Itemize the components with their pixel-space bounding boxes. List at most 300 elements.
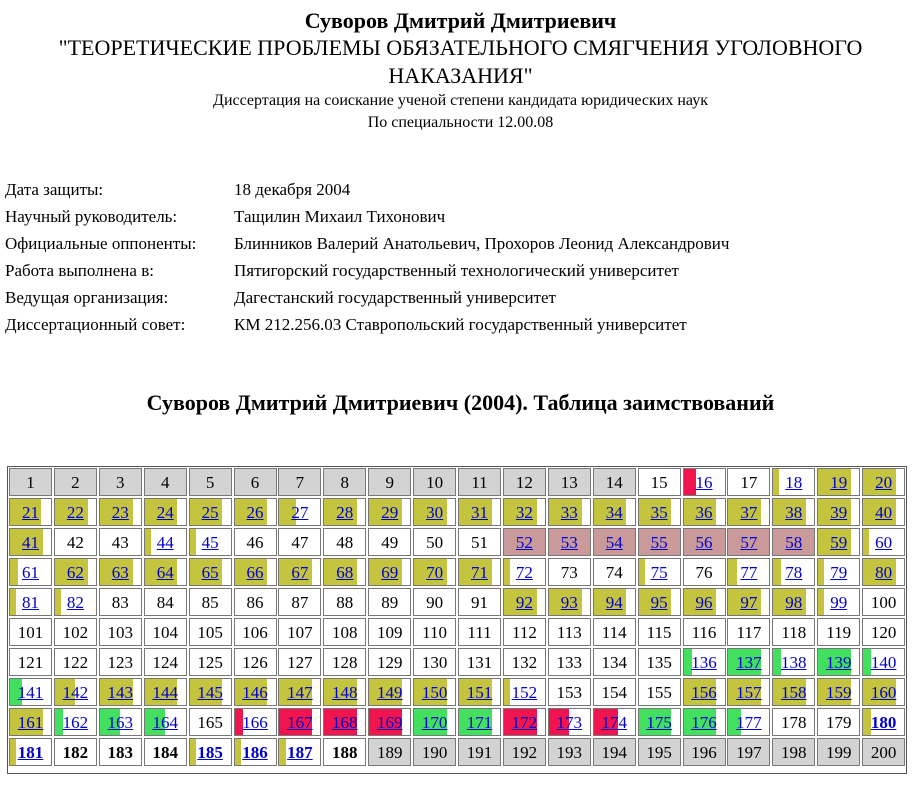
page-link[interactable]: 138 — [781, 653, 807, 672]
page-link[interactable]: 39 — [830, 503, 848, 522]
page-cell[interactable] — [503, 528, 546, 556]
page-cell — [9, 468, 52, 496]
page-cell[interactable] — [548, 588, 591, 616]
page-link[interactable]: 28 — [336, 503, 354, 522]
page-cell — [189, 468, 232, 496]
page-number: 184 — [152, 743, 178, 762]
page-cell[interactable] — [144, 498, 187, 526]
page-link[interactable]: 158 — [781, 683, 807, 702]
page-link[interactable]: 70 — [426, 563, 444, 582]
page-cell — [548, 468, 591, 496]
page-cell — [278, 618, 321, 646]
page-link[interactable]: 141 — [17, 683, 44, 702]
page-cell[interactable] — [54, 678, 97, 706]
page-cell — [323, 618, 366, 646]
page-cell[interactable] — [503, 558, 546, 586]
page-cell — [548, 648, 591, 676]
page-number: 86 — [246, 593, 264, 612]
page-cell[interactable] — [862, 678, 905, 706]
page-link[interactable]: 159 — [825, 683, 852, 702]
page-cell[interactable] — [9, 528, 52, 556]
page-link[interactable]: 97 — [740, 593, 758, 612]
page-link[interactable]: 18 — [785, 473, 803, 492]
page-cell — [278, 648, 321, 676]
page-cell[interactable] — [234, 498, 277, 526]
page-link[interactable]: 40 — [875, 503, 893, 522]
page-link[interactable]: 98 — [785, 593, 803, 612]
page-link[interactable]: 38 — [785, 503, 803, 522]
page-cell[interactable] — [638, 708, 681, 736]
page-cell[interactable] — [503, 498, 546, 526]
page-cell[interactable] — [144, 528, 187, 556]
page-cell[interactable] — [727, 648, 770, 676]
page-cell[interactable] — [683, 528, 726, 556]
page-link[interactable]: 53 — [560, 533, 578, 552]
page-cell — [548, 738, 591, 766]
page-cell[interactable] — [234, 558, 277, 586]
page-link[interactable]: 167 — [287, 713, 313, 732]
page-link[interactable]: 143 — [107, 683, 134, 702]
page-number: 121 — [17, 653, 44, 672]
page-cell[interactable] — [772, 468, 815, 496]
page-link[interactable]: 23 — [111, 503, 129, 522]
page-cell[interactable] — [503, 588, 546, 616]
page-cell[interactable] — [727, 678, 770, 706]
page-cell — [234, 468, 277, 496]
page-link[interactable]: 156 — [691, 683, 717, 702]
page-cell[interactable] — [144, 678, 187, 706]
page-cell[interactable] — [413, 498, 456, 526]
page-link[interactable]: 77 — [740, 563, 758, 582]
page-link[interactable]: 24 — [156, 503, 174, 522]
page-cell — [638, 678, 681, 706]
page-cell[interactable] — [234, 708, 277, 736]
page-link[interactable]: 137 — [736, 653, 762, 672]
page-link[interactable]: 34 — [605, 503, 623, 522]
page-link[interactable]: 99 — [830, 593, 848, 612]
page-number: 113 — [556, 623, 582, 642]
page-link[interactable]: 172 — [511, 713, 538, 732]
similarity-bar — [504, 559, 510, 585]
page-link[interactable]: 171 — [466, 713, 493, 732]
page-cell[interactable] — [638, 588, 681, 616]
page-number: 105 — [197, 623, 223, 642]
page-link[interactable]: 30 — [426, 503, 444, 522]
page-link[interactable]: 173 — [556, 713, 583, 732]
page-link[interactable]: 22 — [66, 503, 84, 522]
page-link[interactable]: 56 — [695, 533, 713, 552]
page-link[interactable]: 37 — [740, 503, 758, 522]
similarity-bar — [639, 559, 645, 585]
page-cell — [144, 738, 187, 766]
page-cell[interactable] — [503, 708, 546, 736]
page-cell[interactable] — [323, 678, 366, 706]
page-cell[interactable] — [727, 528, 770, 556]
page-link[interactable]: 33 — [560, 503, 578, 522]
page-link[interactable]: 181 — [17, 743, 44, 762]
page-link[interactable]: 96 — [695, 593, 713, 612]
page-cell — [503, 738, 546, 766]
page-cell[interactable] — [683, 468, 726, 496]
page-cell — [278, 588, 321, 616]
page-cell[interactable] — [772, 678, 815, 706]
page-link[interactable]: 146 — [242, 683, 268, 702]
page-link[interactable]: 54 — [605, 533, 623, 552]
page-link[interactable]: 44 — [156, 533, 174, 552]
page-cell — [368, 738, 411, 766]
page-cell[interactable] — [817, 498, 860, 526]
page-link[interactable]: 65 — [201, 563, 219, 582]
page-link[interactable]: 186 — [242, 743, 268, 762]
page-cell[interactable] — [548, 528, 591, 556]
page-number: 191 — [466, 743, 493, 762]
page-cell — [503, 618, 546, 646]
page-number: 47 — [291, 533, 309, 552]
page-cell — [278, 528, 321, 556]
page-cell[interactable] — [323, 498, 366, 526]
page-link[interactable]: 36 — [695, 503, 713, 522]
page-number: 8 — [340, 473, 350, 492]
page-cell[interactable] — [99, 558, 142, 586]
page-link[interactable]: 16 — [695, 473, 713, 492]
page-link[interactable]: 55 — [650, 533, 668, 552]
page-cell[interactable] — [862, 648, 905, 676]
page-number: 125 — [197, 653, 223, 672]
page-link[interactable]: 29 — [381, 503, 399, 522]
page-cell[interactable] — [817, 678, 860, 706]
page-link[interactable]: 57 — [740, 533, 758, 552]
similarity-bar — [279, 739, 285, 765]
page-link[interactable]: 166 — [242, 713, 268, 732]
page-cell[interactable] — [548, 708, 591, 736]
page-link[interactable]: 150 — [421, 683, 448, 702]
page-link[interactable]: 174 — [601, 713, 627, 732]
page-number: 153 — [556, 683, 583, 702]
page-cell[interactable] — [817, 588, 860, 616]
page-cell — [54, 738, 97, 766]
page-link[interactable]: 161 — [17, 713, 44, 732]
similarity-bar — [10, 589, 16, 615]
page-cell[interactable] — [54, 498, 97, 526]
page-link[interactable]: 67 — [291, 563, 309, 582]
meta-value: Пятигорский государственный технологический университет — [234, 261, 679, 280]
page-number: 74 — [605, 563, 623, 582]
page-link[interactable]: 25 — [201, 503, 219, 522]
page-cell[interactable] — [593, 498, 636, 526]
page-number: 104 — [152, 623, 178, 642]
page-cell — [189, 708, 232, 736]
page-cell[interactable] — [772, 528, 815, 556]
page-cell[interactable] — [278, 678, 321, 706]
page-cell[interactable] — [683, 648, 726, 676]
page-cell[interactable] — [368, 498, 411, 526]
page-number: 112 — [511, 623, 537, 642]
page-cell[interactable] — [278, 498, 321, 526]
page-link[interactable]: 80 — [875, 563, 893, 582]
page-cell[interactable] — [368, 678, 411, 706]
page-cell — [413, 528, 456, 556]
page-cell — [683, 738, 726, 766]
page-number: 196 — [691, 743, 717, 762]
page-number: 87 — [291, 593, 309, 612]
page-cell[interactable] — [727, 558, 770, 586]
page-number: 109 — [376, 623, 403, 642]
page-link[interactable]: 58 — [785, 533, 803, 552]
page-number: 111 — [467, 623, 492, 642]
page-link[interactable]: 72 — [515, 563, 533, 582]
page-cell — [458, 588, 501, 616]
page-link[interactable]: 66 — [246, 563, 264, 582]
page-link[interactable]: 93 — [560, 593, 578, 612]
page-cell[interactable] — [9, 588, 52, 616]
page-number: 11 — [471, 473, 488, 492]
page-number: 91 — [471, 593, 488, 612]
page-number: 154 — [601, 683, 627, 702]
page-cell[interactable] — [727, 708, 770, 736]
page-link[interactable]: 95 — [650, 593, 668, 612]
page-link[interactable]: 19 — [830, 473, 848, 492]
page-cell[interactable] — [368, 708, 411, 736]
page-link[interactable]: 177 — [736, 713, 762, 732]
page-link[interactable]: 68 — [336, 563, 354, 582]
page-link[interactable]: 145 — [197, 683, 223, 702]
page-cell[interactable] — [727, 588, 770, 616]
page-link[interactable]: 59 — [830, 533, 848, 552]
page-link[interactable]: 79 — [830, 563, 848, 582]
page-link[interactable]: 162 — [62, 713, 89, 732]
page-cell — [817, 708, 860, 736]
page-cell — [54, 648, 97, 676]
page-cell[interactable] — [817, 558, 860, 586]
page-cell[interactable] — [413, 708, 456, 736]
page-cell[interactable] — [368, 558, 411, 586]
page-link[interactable]: 163 — [107, 713, 134, 732]
page-cell[interactable] — [234, 738, 277, 766]
page-cell[interactable] — [99, 678, 142, 706]
page-link[interactable]: 180 — [870, 713, 897, 732]
page-cell — [593, 618, 636, 646]
page-cell — [413, 618, 456, 646]
page-number: 17 — [740, 473, 758, 492]
page-cell — [817, 738, 860, 766]
page-number: 1 — [26, 473, 35, 492]
page-cell[interactable] — [593, 528, 636, 556]
page-link[interactable]: 147 — [287, 683, 313, 702]
page-cell — [99, 468, 142, 496]
page-cell[interactable] — [278, 738, 321, 766]
page-link[interactable]: 185 — [197, 743, 223, 762]
page-link[interactable]: 168 — [332, 713, 358, 732]
page-link[interactable]: 62 — [66, 563, 84, 582]
page-link[interactable]: 81 — [22, 593, 39, 612]
page-link[interactable]: 64 — [156, 563, 174, 582]
page-cell — [99, 648, 142, 676]
page-cell[interactable] — [683, 678, 726, 706]
page-number: 49 — [381, 533, 399, 552]
page-cell[interactable] — [683, 708, 726, 736]
page-cell[interactable] — [323, 558, 366, 586]
page-cell — [727, 468, 770, 496]
page-cell[interactable] — [323, 708, 366, 736]
page-cell[interactable] — [99, 498, 142, 526]
page-cell[interactable] — [772, 588, 815, 616]
page-number: 194 — [601, 743, 627, 762]
page-cell[interactable] — [413, 558, 456, 586]
page-cell[interactable] — [189, 498, 232, 526]
page-cell — [862, 738, 905, 766]
page-cell[interactable] — [862, 528, 905, 556]
page-cell[interactable] — [548, 498, 591, 526]
page-link[interactable]: 144 — [152, 683, 178, 702]
page-number: 76 — [695, 563, 713, 582]
page-cell[interactable] — [772, 498, 815, 526]
page-cell — [503, 648, 546, 676]
page-cell[interactable] — [727, 498, 770, 526]
page-cell[interactable] — [638, 558, 681, 586]
meta-label: Работа выполнена в: — [5, 261, 154, 280]
dissertation-meta — [5, 180, 729, 342]
page-cell — [503, 468, 546, 496]
page-number: 135 — [646, 653, 672, 672]
page-cell[interactable] — [862, 708, 905, 736]
page-cell — [862, 588, 905, 616]
page-cell[interactable] — [593, 708, 636, 736]
page-cell[interactable] — [817, 528, 860, 556]
page-cell[interactable] — [54, 588, 97, 616]
page-cell[interactable] — [189, 558, 232, 586]
page-cell[interactable] — [862, 498, 905, 526]
page-link[interactable]: 69 — [381, 563, 399, 582]
page-cell[interactable] — [9, 678, 52, 706]
page-cell[interactable] — [683, 498, 726, 526]
page-link[interactable]: 160 — [870, 683, 897, 702]
page-number: 107 — [287, 623, 313, 642]
page-cell[interactable] — [683, 588, 726, 616]
page-cell[interactable] — [593, 588, 636, 616]
meta-label: Дата защиты: — [5, 180, 104, 199]
page-number: 132 — [511, 653, 538, 672]
page-link[interactable]: 157 — [736, 683, 762, 702]
page-number: 127 — [287, 653, 313, 672]
page-link[interactable]: 27 — [291, 503, 309, 522]
page-link[interactable]: 21 — [22, 503, 39, 522]
page-link[interactable]: 78 — [785, 563, 803, 582]
author-name: Суворов Дмитрий Дмитриевич — [304, 8, 617, 33]
page-link[interactable]: 94 — [605, 593, 623, 612]
page-cell[interactable] — [189, 738, 232, 766]
page-link[interactable]: 61 — [22, 563, 39, 582]
page-link[interactable]: 142 — [62, 683, 89, 702]
page-cell[interactable] — [54, 558, 97, 586]
page-link[interactable]: 140 — [870, 653, 897, 672]
page-number: 118 — [781, 623, 807, 642]
page-cell[interactable] — [278, 558, 321, 586]
page-link[interactable]: 176 — [691, 713, 717, 732]
page-number: 131 — [466, 653, 493, 672]
page-cell[interactable] — [234, 678, 277, 706]
page-link[interactable]: 164 — [152, 713, 178, 732]
page-number: 199 — [825, 743, 852, 762]
page-link[interactable]: 71 — [471, 563, 488, 582]
page-cell[interactable] — [144, 708, 187, 736]
page-link[interactable]: 63 — [111, 563, 129, 582]
page-cell[interactable] — [458, 678, 501, 706]
page-cell[interactable] — [772, 648, 815, 676]
page-cell — [458, 528, 501, 556]
page-link[interactable]: 175 — [646, 713, 672, 732]
page-cell[interactable] — [9, 738, 52, 766]
page-cell[interactable] — [862, 468, 905, 496]
page-link[interactable]: 52 — [515, 533, 533, 552]
page-cell[interactable] — [503, 678, 546, 706]
page-link[interactable]: 41 — [22, 533, 39, 552]
meta-label: Ведущая организация: — [5, 288, 169, 307]
page-cell — [9, 618, 52, 646]
page-cell[interactable] — [9, 708, 52, 736]
page-cell[interactable] — [458, 498, 501, 526]
page-cell[interactable] — [458, 708, 501, 736]
page-number: 46 — [246, 533, 264, 552]
page-link[interactable]: 32 — [515, 503, 533, 522]
page-cell — [234, 588, 277, 616]
page-cell — [323, 588, 366, 616]
page-cell — [683, 618, 726, 646]
page-link[interactable]: 170 — [421, 713, 448, 732]
page-link[interactable]: 139 — [825, 653, 852, 672]
page-cell[interactable] — [144, 558, 187, 586]
page-link[interactable]: 82 — [66, 593, 84, 612]
page-cell[interactable] — [817, 468, 860, 496]
page-link[interactable]: 20 — [875, 473, 893, 492]
page-cell — [638, 738, 681, 766]
page-cell[interactable] — [9, 558, 52, 586]
page-link[interactable]: 149 — [376, 683, 403, 702]
page-cell[interactable] — [772, 558, 815, 586]
page-link[interactable]: 60 — [875, 533, 893, 552]
page-cell[interactable] — [862, 558, 905, 586]
page-cell[interactable] — [99, 708, 142, 736]
page-link[interactable]: 151 — [466, 683, 493, 702]
page-link[interactable]: 75 — [650, 563, 668, 582]
page-cell[interactable] — [638, 528, 681, 556]
page-link[interactable]: 45 — [201, 533, 219, 552]
page-link[interactable]: 148 — [332, 683, 358, 702]
page-cell — [54, 528, 97, 556]
page-number: 7 — [295, 473, 305, 492]
page-cell[interactable] — [278, 708, 321, 736]
page-number: 88 — [336, 593, 354, 612]
page-cell[interactable] — [458, 558, 501, 586]
page-cell[interactable] — [9, 498, 52, 526]
page-cell — [593, 648, 636, 676]
page-link[interactable]: 136 — [691, 653, 717, 672]
page-link[interactable]: 31 — [471, 503, 488, 522]
page-cell[interactable] — [189, 528, 232, 556]
page-cell[interactable] — [638, 498, 681, 526]
page-link[interactable]: 26 — [246, 503, 264, 522]
page-cell — [638, 468, 681, 496]
page-cell[interactable] — [189, 678, 232, 706]
page-link[interactable]: 35 — [650, 503, 668, 522]
page-link[interactable]: 152 — [511, 683, 538, 702]
page-cell[interactable] — [54, 708, 97, 736]
meta-label: Диссертационный совет: — [5, 315, 186, 334]
page-cell[interactable] — [817, 648, 860, 676]
page-link[interactable]: 92 — [515, 593, 533, 612]
page-cell[interactable] — [413, 678, 456, 706]
page-link[interactable]: 169 — [376, 713, 403, 732]
page-link[interactable]: 187 — [287, 743, 313, 762]
